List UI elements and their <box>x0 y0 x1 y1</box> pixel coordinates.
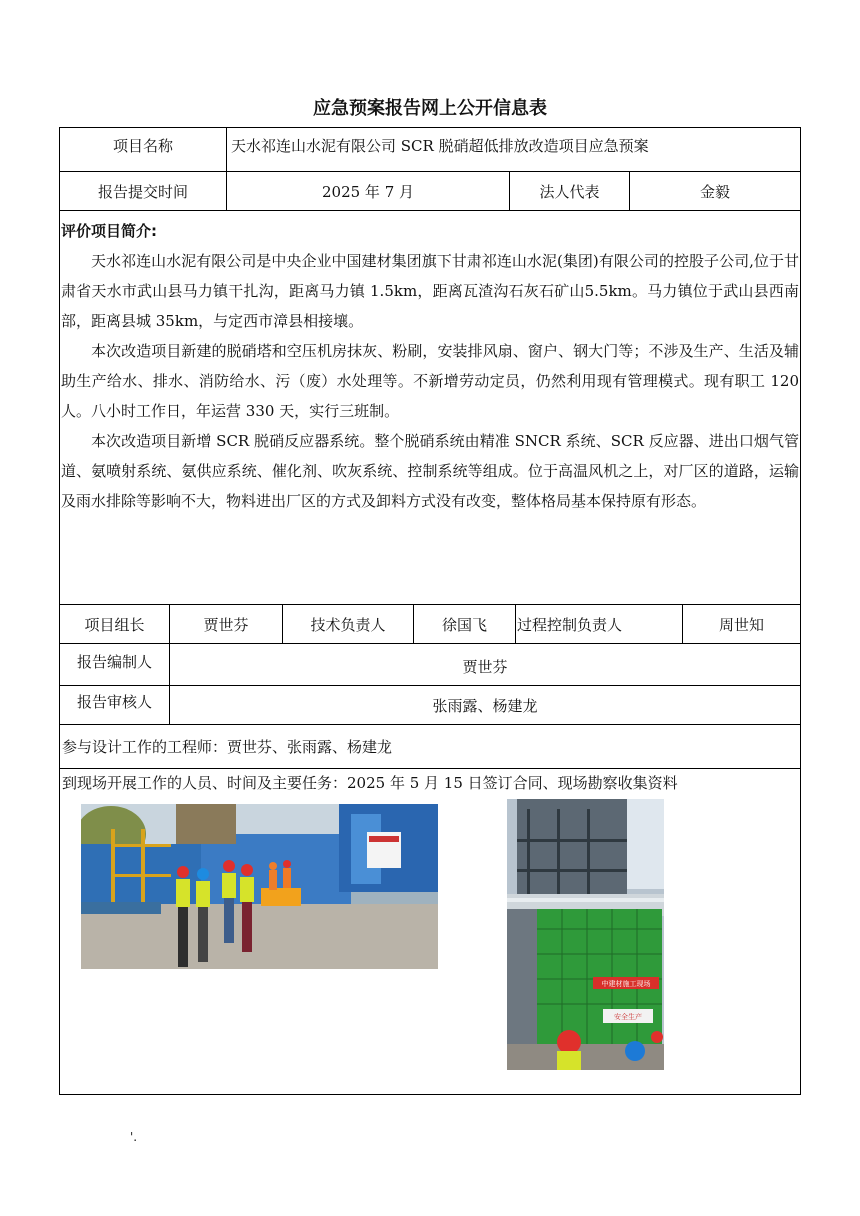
compiler-value: 贾世芬 <box>462 657 508 676</box>
reviewer-value: 张雨露、杨建龙 <box>432 697 538 715</box>
leader-value: 贾世芬 <box>203 615 249 634</box>
row-divider <box>59 643 801 644</box>
legal-rep-label: 法人代表 <box>539 182 600 201</box>
site-photo-workers <box>81 804 438 969</box>
page-title: 应急预案报告网上公开信息表 <box>313 98 547 119</box>
process-label: 过程控制负责人 <box>517 615 623 634</box>
tech-label: 技术负责人 <box>310 615 386 634</box>
project-name-label: 项目名称 <box>112 136 173 155</box>
submit-time-label: 报告提交时间 <box>97 182 188 201</box>
engineers-text: 参与设计工作的工程师：贾世芬、张雨露、杨建龙 <box>62 737 393 756</box>
row-divider <box>59 685 801 686</box>
table-border-right <box>800 127 801 1095</box>
intro-paragraph: 本次改造项目新建的脱硝塔和空压机房抹灰、粉刷，安装排风扇、窗户、钢大门等；不涉及生产、生活及辅助生产给水、排水、消防给水、污（废）水处理等。不新增劳动定员，仍然利用现有管理模式。现有职工 120 人。八小时工作日，年运营 330 天，实行三班制。 <box>61 342 799 420</box>
tech-value: 徐国飞 <box>441 615 487 634</box>
site-visit-text: 到现场开展工作的人员、时间及主要任务：2025 年 5 月 15 日签订合同、现场勘察收集资料 <box>62 773 678 792</box>
table-border-bottom <box>59 1094 801 1095</box>
footer-mark: '. <box>130 1130 138 1144</box>
row-divider <box>59 210 801 211</box>
legal-rep-value: 金毅 <box>699 182 730 201</box>
intro-heading: 评价项目简介: <box>61 222 157 240</box>
intro-paragraph: 天水祁连山水泥有限公司是中央企业中国建材集团旗下甘肃祁连山水泥(集团)有限公司的控股子公司,位于甘肃省天水市武山县马力镇干扎沟，距离马力镇 1.5km，距离瓦渣沟石灰石矿山5.5km。马力镇位于武山县西南部，距离县城 35km，与定西市漳县相接壤。 <box>61 252 799 330</box>
intro-paragraph: 本次改造项目新增 SCR 脱硝反应器系统。整个脱硝系统由精准 SNCR 系统、SCR 反应器、进出口烟气管道、氨喷射系统、氨供应系统、催化剂、吹灰系统、控制系统等组成。位于高温风机之上，对厂区的道路，运输及雨水排除等影响不大，物料进出厂区的方式及卸料方式没有改变，整体格局基本保持原有形态。 <box>61 432 799 510</box>
leader-label: 项目组长 <box>84 615 145 634</box>
photo-sign-text: 安全生产 <box>614 1013 642 1021</box>
compiler-label: 报告编制人 <box>76 652 152 671</box>
process-value: 周世知 <box>718 615 764 634</box>
intro-body <box>61 246 799 516</box>
submit-time-value: 2025 年 7 月 <box>321 182 415 201</box>
banner-text: 中建材施工现场 <box>601 980 651 988</box>
site-photo-tower <box>507 799 664 1070</box>
project-name-value: 天水祁连山水泥有限公司 SCR 脱硝超低排放改造项目应急预案 <box>231 136 649 155</box>
reviewer-label: 报告审核人 <box>76 692 152 711</box>
